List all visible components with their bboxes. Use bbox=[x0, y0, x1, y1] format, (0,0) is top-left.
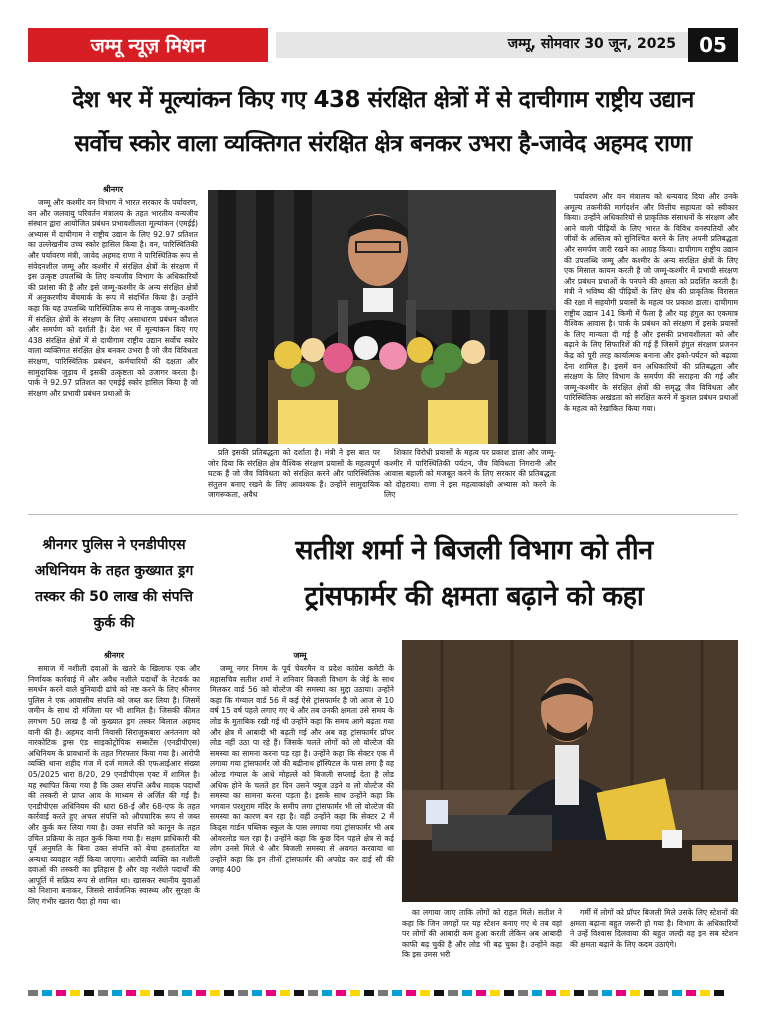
footer-segment bbox=[630, 990, 640, 996]
article1-col2-text: प्रति इसकी प्रतिबद्धता को दर्शाता है। मंत्री ने इस बात पर जोर दिया कि संरक्षित क्षेत्र वैश्विक संरक्षण प्रयासों के महत्वपूर्ण घटक हैं जो जैव विविधता को संरक्षित करने और पारिस्थितिक संतुलन बनाए रखने के लिए आवश्यक हैं। उन्होंने सामुदायिक जागरूकता, अवैध bbox=[208, 448, 380, 500]
article2-headline: श्रीनगर पुलिस ने एनडीपीएस अधिनियम के तहत कुख्यात ड्रग तस्कर की 50 लाख की संपत्ति कुर्क की bbox=[34, 537, 194, 631]
footer-segment bbox=[686, 990, 696, 996]
footer-segment bbox=[462, 990, 472, 996]
article3-col1-text: जम्मू नगर निगम के पूर्व चेयरमैन व प्रदेश कांग्रेस कमेटी के महासचिव सतीश शर्मा ने शनिवार बिजली विभाग के जेई के साथ मिलकर वार्ड 56 को वोल्टेज की समस्या का मुद्दा उठाया। उन्होंने कहा कि गंग्याल वार्ड 56 में कई ऐसे ट्रांसफार्मर है जो आज से 10 वर्ष 15 वर्ष पहले लगाए गए थे और तब उनकी क्षमता उसे समय के लोड के मुताबिक रखी गई थी उन्होंने कहा कि समय आगे बढ़ता गया और क्षेत्र में आबादी भी बढ़ती गई और अब वह ट्रांसफार्मर प्रॉपर लोड नहीं उठा पा रहे हैं। जिसके चलते लोगों को लो वोल्टेज की समस्या का सामना करना पड़ रहा है। उन्होंने कहा कि सेक्टर एक में लगाया गया ट्रांसफार्मर जो की बद्रीनाथ हॉस्पिटल के पास लगा है वह ओल्ड गंग्याल के आधे मोहल्ले को बिजली सप्लाई देता है लोड अधिक होने के चलते हर दिन उसने फ्यूज उड़ने व लो वोल्टेज की समस्या का सामना करना पड़ता है। इसके साथ उन्होंने कहा कि भगवान परशुराम मंदिर के समीप लगा ट्रांसफार्मर भी लो वोल्टेज की समस्या का कारण बन रहा है। वहीं उन्होंने कहा कि सेक्टर 2 में किड्स गार्डन पब्लिक स्कूल के पास लगाया गया ट्रांसफार्मर भी अब ओवरलोड चल रहा है। उन्होंने कहा कि कुछ दिन पहले क्षेत्र से कई लोग उनसे मिले थे और बिजली समस्या से अवगत करवाया था उन्होंने कहा कि इन तीनों ट्रांसफार्मर की अपग्रेड कर दाई सौ की जगह 400 bbox=[210, 664, 394, 875]
footer-segment bbox=[126, 990, 136, 996]
article1-dateline: श्रीनगर bbox=[103, 185, 123, 194]
footer-segment bbox=[434, 990, 444, 996]
footer-segment bbox=[210, 990, 220, 996]
article1-photo bbox=[208, 190, 556, 444]
footer-segment bbox=[140, 990, 150, 996]
footer-segment bbox=[378, 990, 388, 996]
footer-segment bbox=[266, 990, 276, 996]
article3-headline bbox=[210, 528, 738, 620]
footer-segment bbox=[154, 990, 164, 996]
footer-segment bbox=[28, 990, 38, 996]
article3-column-3 bbox=[570, 908, 738, 980]
footer-segment bbox=[476, 990, 486, 996]
page-number: 05 bbox=[688, 28, 738, 62]
article3-photo bbox=[402, 640, 738, 902]
article1-column-4 bbox=[564, 192, 738, 502]
footer-segment bbox=[490, 990, 500, 996]
footer-segment bbox=[98, 990, 108, 996]
footer-segment bbox=[588, 990, 598, 996]
footer-segment bbox=[560, 990, 570, 996]
minister-podium-image bbox=[208, 190, 556, 444]
footer-segment bbox=[532, 990, 542, 996]
article1-col4-text: पर्यावरण और वन मंत्रालय को धन्यवाद दिया और उनके अमूल्य तकनीकी मार्गदर्शन और वित्तीय सहायता को स्वीकार किया। उन्होंने अधिकारियों से प्राकृतिक संसाधनों के संरक्षण और आने वाली पीढ़ियों के लिए भारत के विविध वनस्पतियों और जीवों के अस्तित्व को सुनिश्चित करने के लिए अपनी प्रतिबद्धता और समर्पण जारी रखने का आग्रह किया। दाचीगाम राष्ट्रीय उद्यान की उपलब्धि जम्मू और कश्मीर के अन्य संरक्षित क्षेत्रों के लिए एक मिसाल कायम करती है जो जम्मू-कश्मीर में प्रभावी संरक्षण और प्रबंधन प्रथाओं के पनपने की क्षमता को प्रदर्शित करती है। मंत्री ने भविष्य की पीढ़ियों के लिए क्षेत्र की प्राकृतिक विरासत की रक्षा में सहयोगी प्रयासों के महत्व पर प्रकाश डाला। दाचीगाम राष्ट्रीय उद्यान 141 किमी में फैला है और यह हंगुल का एकमात्र वैश्विक आवास है। पार्क के प्रबंधन को संरक्षण में इसके प्रयासों के लिए मान्यता दी गई है और इसकी प्रभावशीलता को और बढ़ाने के लिए सिफारिशें की गई हैं जिसमें हंगुल संरक्षण प्रजनन केंद्र को पूरी तरह कार्यात्मक बनाना और इको-पर्यटन को बढ़ावा देना शामिल है। इसमें वन अधिकारियों की प्रतिबद्धता और संरक्षण के लिए विभाग के समर्पण की सराहना की गई और जम्मू-कश्मीर के संरक्षित क्षेत्रों की समृद्ध जैव विविधता और पारिस्थितिक अखंडता को संरक्षित करने में कुशल प्रबंधन प्रथाओं के महत्व को रेखांकित किया गया। bbox=[564, 192, 738, 413]
footer-segment bbox=[574, 990, 584, 996]
article3-headline-line1: सतीश शर्मा ने बिजली विभाग को तीन bbox=[295, 535, 653, 566]
article3-column-2 bbox=[402, 908, 562, 980]
article1-headline-line2: सर्वोच स्कोर वाला व्यक्तिगत संरक्षित क्षेत्र बनकर उभरा है-जावेद अहमद राणा bbox=[74, 131, 692, 157]
footer-segment bbox=[252, 990, 262, 996]
article1-column-3 bbox=[384, 448, 556, 502]
article2-body-text: समाज में नशीली दवाओं के खतरे के खिलाफ एक और निर्णायक कार्रवाई में और अवैध नशीले पदार्थों के नेटवर्क का समर्थन करने वाले बुनियादी ढांचे को नष्ट करने के लिए श्रीनगर पुलिस ने एक आवासीय संपत्ति को जब्त कर लिया है। जिसमें जमीन के साथ दो मंजिला घर भी शामिल है। जिसकी कीमत लगभग 50 लाख है जो कुख्यात ड्रग तस्कर बिलाल अहमद वानी की है। अहमद वानी निवासी सिराजुकबारा अनंतनाग को नारकोटिक ड्रग्स एंड साइकोट्रोपिक सब्सटेंस (एनडीपीएस) अधिनियम के प्रावधानों के तहत गिरफ्तार किया गया है। आरोपी व्यक्ति थाना शहीद गंज में दर्ज मामले की एफआईआर संख्या 05/2025 धारा 8/20, 29 एनडीपीएस एक्ट में शामिल है। यह स्थापित किया गया है कि उक्त संपत्ति अवैध मादक पदार्थों की तस्करी से प्राप्त आय के माध्यम से अर्जित की गई है। एनडीपीएस अधिनियम की धारा 68-ई और 68-एफ के तहत कार्रवाई करते हुए अचल संपत्ति को औपचारिक रूप से जब्त और कुर्क कर लिया गया है। उक्त संपत्ति को कानून के तहत उचित प्रक्रिया के तहत कुर्क किया गया है। सक्षम प्राधिकारी की पूर्व अनुमति के बिना उक्त संपत्ति को बेचा हस्तांतरित या अन्यथा व्यवहार नहीं किया जाएगा। आरोपी व्यक्ति का नशीली दवाओं की तस्करी का इतिहास है और वह नशीले पदार्थों की आपूर्ति में सक्रिय रूप से शामिल था। खासकर स्थानीय युवाओं को निशाना बनाकर, जिससे सार्वजनिक स्वास्थ्य और सुरक्षा के लिए गंभीर खतरा पैदा हो गया था। bbox=[28, 664, 200, 907]
footer-segment bbox=[616, 990, 626, 996]
footer-segment bbox=[364, 990, 374, 996]
article1-col3-text: शिकार विरोधी प्रयासों के महत्व पर प्रकाश डाला और जम्मू-कश्मीर में पारिस्थितिकी पर्यटन, जैव विविधता निगरानी और आवास बहाली को मजबूत करने के लिए सरकार की प्रतिबद्धता को दोहराया। राणा ने इस महत्वाकांक्षी अभ्यास को करने के लिए bbox=[384, 448, 556, 500]
article1-headline bbox=[28, 78, 738, 166]
footer-segment bbox=[658, 990, 668, 996]
footer-color-strip bbox=[28, 990, 738, 996]
footer-segment bbox=[336, 990, 346, 996]
footer-segment bbox=[448, 990, 458, 996]
footer-segment bbox=[280, 990, 290, 996]
footer-segment bbox=[196, 990, 206, 996]
paper-name: जम्मू न्यूज़ मिशन bbox=[28, 28, 268, 62]
article1-column-2 bbox=[208, 448, 380, 502]
footer-segment bbox=[644, 990, 654, 996]
article3-dateline: जम्मू bbox=[293, 651, 307, 660]
footer-segment bbox=[672, 990, 682, 996]
footer-segment bbox=[406, 990, 416, 996]
footer-segment bbox=[504, 990, 514, 996]
footer-segment bbox=[602, 990, 612, 996]
article1-col1-text: जम्मू और कश्मीर वन विभाग ने भारत सरकार के पर्यावरण, वन और जलवायु परिवर्तन मंत्रालय के तहत भारतीय वन्यजीव संस्थान द्वारा आयोजित प्रबंधन प्रभावशीलता मूल्यांकन (एमईई) अभ्यास में दाचीगाम ने राष्ट्रीय उद्यान के लिए 92.97 प्रतिशत का उल्लेखनीय उच्च स्कोर हासिल किया है। वन, पारिस्थितिकी और पर्यावरण मंत्री, जावेद अहमद राणा ने पारिस्थितिक रूप से संवेदनशील जम्मू और कश्मीर में संरक्षित क्षेत्रों के संरक्षण में इस उत्कृष्ट उपलब्धि के लिए वन्यजीव विभाग के अधिकारियों की प्रशंसा की है और इसे जम्मू-कश्मीर के अन्य संरक्षित क्षेत्रों में अनुकरणीय बेंचमार्क के रूप में संदर्भित किया है। उन्होंने कहा कि यह उपलब्धि पारिस्थितिक रूप से नाजुक जम्मू-कश्मीर में संरक्षित क्षेत्रों के संरक्षण के लिए असाधारण प्रबंधन कौशल और समर्पण को दर्शाती है। देश भर में मूल्यांकन किए गए 438 संरक्षित क्षेत्रों में से दाचीगाम राष्ट्रीय उद्यान सर्वोच स्कोर वाला व्यक्तिगत संरक्षित क्षेत्र बनकर उभरा है जो जैव विविधता संरक्षण, पारिस्थितिक प्रबंधन, कर्मचारियों की दक्षता और सामुदायिक जुड़ाव में इसकी उत्कृष्टता को उजागर करता है। पार्क ने 92.97 प्रतिशत का एमईई स्कोर हासिल किया है जो संरक्षण और प्रभावी प्रबंधन प्रथाओं के bbox=[28, 198, 198, 398]
issue-date: जम्मू, सोमवार 30 जून, 2025 bbox=[507, 36, 676, 52]
footer-segment bbox=[714, 990, 724, 996]
article3-headline-line2: ट्रांसफार्मर की क्षमता बढ़ाने को कहा bbox=[304, 581, 644, 612]
footer-segment bbox=[518, 990, 528, 996]
footer-segment bbox=[546, 990, 556, 996]
footer-segment bbox=[238, 990, 248, 996]
footer-segment bbox=[224, 990, 234, 996]
footer-segment bbox=[56, 990, 66, 996]
footer-segment bbox=[182, 990, 192, 996]
article2-body bbox=[28, 664, 200, 980]
footer-segment bbox=[322, 990, 332, 996]
man-at-desk-image bbox=[402, 640, 738, 902]
article1-column-1 bbox=[28, 198, 198, 500]
masthead bbox=[28, 28, 738, 62]
footer-segment bbox=[700, 990, 710, 996]
footer-segment bbox=[294, 990, 304, 996]
section-divider bbox=[28, 514, 738, 515]
footer-segment bbox=[42, 990, 52, 996]
footer-segment bbox=[84, 990, 94, 996]
footer-segment bbox=[392, 990, 402, 996]
article1-headline-line1: देश भर में मूल्यांकन किए गए 438 संरक्षित क्षेत्रों में से दाचीगाम राष्ट्रीय उद्यान bbox=[72, 87, 694, 113]
footer-segment bbox=[308, 990, 318, 996]
footer-segment bbox=[168, 990, 178, 996]
article2-dateline: श्रीनगर bbox=[104, 651, 124, 660]
article3-column-1 bbox=[210, 664, 394, 980]
footer-segment bbox=[420, 990, 430, 996]
footer-segment bbox=[350, 990, 360, 996]
footer-segment bbox=[112, 990, 122, 996]
footer-segment bbox=[70, 990, 80, 996]
article3-col3-text: गर्मी में लोगों को प्रॉपर बिजली मिले उसके लिए स्टेशनों की क्षमता बढ़ाना बहुत जरूरी हो गया है। विभाग के अधिकारियों ने उन्हें विश्वास दिलवाया की बहुत जल्दी वह इन सब स्टेशन की क्षमता बढ़ाने के लिए कदम उठाएंगे। bbox=[570, 908, 738, 949]
article3-col2-text: का लगाया जाए ताकि लोगों को राहत मिले। सतीश ने कहा कि जिन जगहों पर यह स्टेशन बनाए गए थे तब वहां पर लोगों की आबादी कम हुआ करती लेकिन अब आबादी काफी बढ़ चुकी है और लोड भी बढ़ चुका है। उन्होंने कहा कि इस उमस भरी bbox=[402, 908, 562, 960]
